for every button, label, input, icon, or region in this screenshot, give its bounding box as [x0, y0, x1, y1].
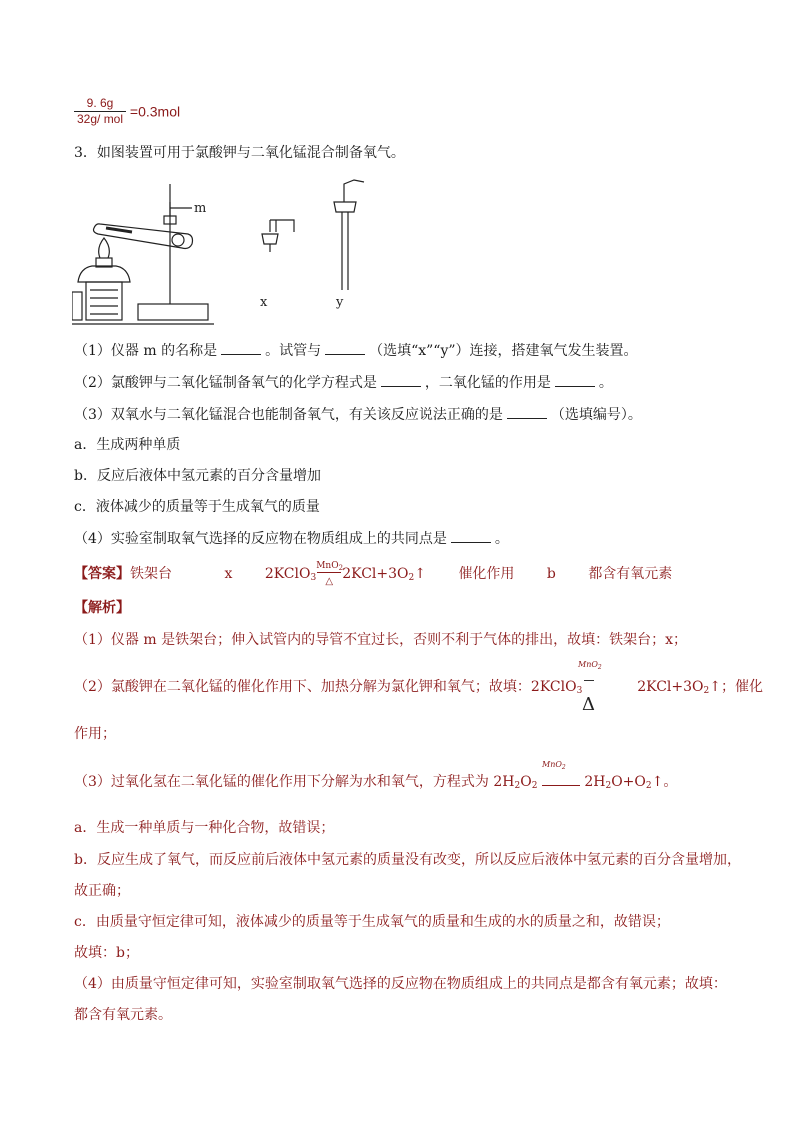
option-a: a．生成两种单质 [74, 437, 181, 453]
question-3: （3）双氧水与二氧化锰混合也能制备氧气，有关该反应说法正确的是 （选填编号）。 [74, 404, 642, 425]
blank-1 [221, 340, 261, 355]
analysis-p4: a．生成一种单质与一种化合物，故错误； [74, 820, 335, 836]
label-m: m [194, 201, 207, 216]
option-c: c．液体减少的质量等于生成氧气的质量 [74, 499, 320, 515]
question-2: （2）氯酸钾与二氧化锰制备氧气的化学方程式是 ，二氧化锰的作用是 。 [74, 372, 613, 393]
analysis-p3: （3）过氧化氢在二氧化锰的催化作用下分解为水和氧气，方程式为 $2H_2O_2$ $2H_2O+O_2↑$。 [74, 774, 678, 791]
answer-equation: 2KClO$_3$ MnO$_2$ △ $2KCl+3O_2↑$ [264, 561, 426, 587]
p2-heat-symbol: Δ [582, 694, 595, 715]
calc-result: =0.3mol [129, 103, 181, 120]
blank-4 [555, 372, 595, 387]
stopper-x-icon [262, 220, 294, 252]
blank-3 [381, 372, 421, 387]
analysis-p1: （1）仪器 m 是铁架台；伸入试管内的导管不宜过长，否则不利于气体的排出，故填：铁架台；x； [74, 632, 687, 648]
analysis-label: 【解析】 [74, 600, 130, 616]
label-y: y [336, 295, 344, 310]
mass-fraction [74, 96, 126, 127]
blank-5 [507, 404, 547, 419]
analysis-p10: 都含有氧元素。 [74, 1007, 172, 1023]
analysis-p2-cont: 作用； [74, 726, 116, 742]
option-b: b．反应后液体中氢元素的百分含量增加 [74, 468, 321, 484]
question-1: （1）仪器 m 的名称是 。试管与 （选填“x”“y”）连接，搭建氧气发生装置。 [74, 340, 638, 361]
top-calculation [74, 96, 180, 127]
fraction-numerator: 9. 6g [74, 96, 126, 112]
label-x: x [260, 295, 268, 310]
p3-catalyst: MnO$_2$ [542, 760, 566, 771]
alcohol-lamp-icon [72, 238, 130, 320]
analysis-p7: c．由质量守恒定律可知，液体减少的质量等于生成氧气的质量和生成的水的质量之和，故错误； [74, 914, 670, 930]
p2-catalyst: MnO$_2$ [578, 660, 602, 671]
analysis-p2: （2）氯酸钾在二氧化锰的催化作用下、加热分解为氯化钾和氧气；故填：2KClO$_3$ $2KCl+3O_2↑$；催化 [74, 679, 763, 696]
p2-arrow-line [584, 680, 594, 681]
blank-6 [451, 528, 491, 543]
question-stem: 3．如图装置可用于氯酸钾与二氧化锰混合制备氧气。 [74, 145, 405, 161]
stopper-y-icon [334, 180, 364, 290]
analysis-p8: 故填：b； [74, 945, 139, 961]
apparatus-figure [72, 172, 392, 327]
analysis-p6: 故正确； [74, 883, 130, 899]
answer-label: 【答案】 [74, 566, 130, 582]
fraction-denominator: 32g/ mol [77, 112, 124, 126]
analysis-p9: （4）由质量守恒定律可知，实验室制取氧气选择的反应物在物质组成上的共同点是都含有氧元素；故填： [74, 976, 727, 992]
question-4: （4）实验室制取氧气选择的反应物在物质组成上的共同点是 。 [74, 528, 509, 549]
blank-2 [325, 340, 365, 355]
analysis-p5: b．反应生成了氧气，而反应前后液体中氢元素的质量没有改变，所以反应后液体中氢元素的百分含量增加， [74, 852, 741, 868]
answer-line: 【答案】铁架台 x 2KClO$_3$ MnO$_2$ △ $2KCl+3O_2↑$ 催化作用 b 都含有氧元素 [74, 561, 673, 587]
